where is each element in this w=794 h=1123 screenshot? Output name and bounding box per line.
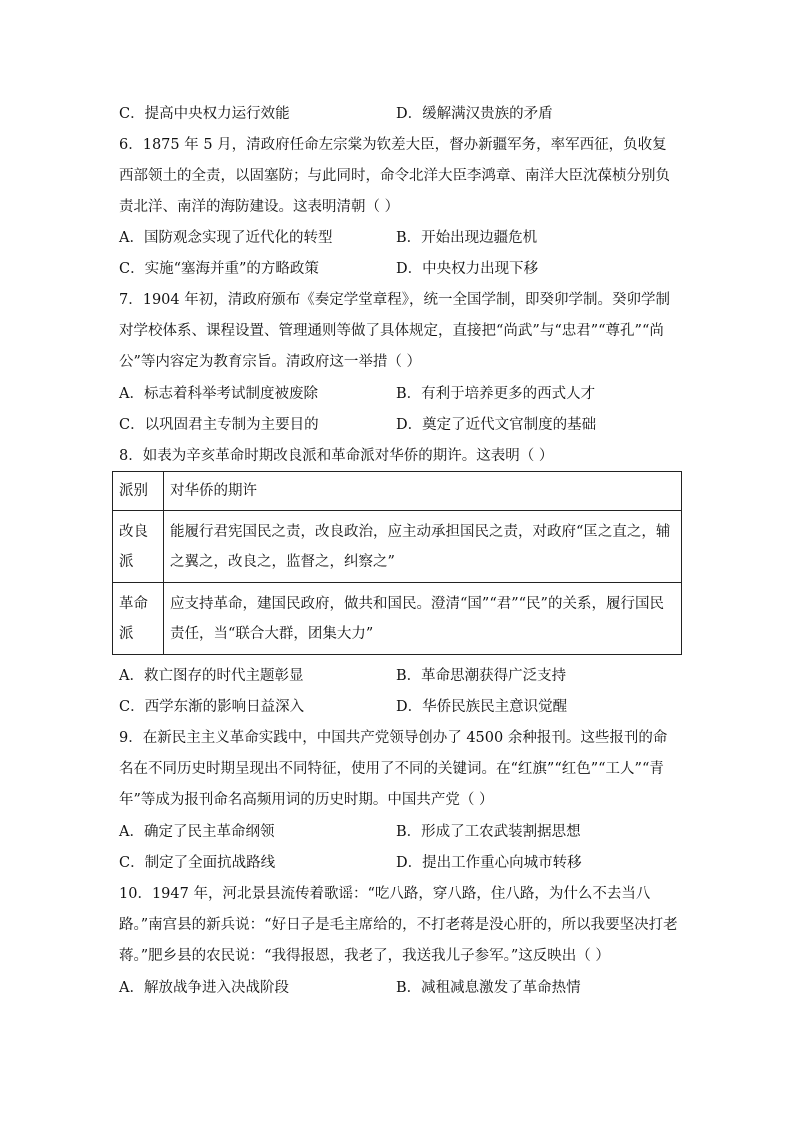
q8-option-a: A．救亡图存的时代主题彰显 bbox=[119, 668, 304, 684]
table-cell-expectation: 能履行君宪国民之责，改良政治，应主动承担国民之责，对政府“匡之直之，辅之翼之，改良之，监督之，纠察之” bbox=[164, 511, 682, 583]
q6-option-a: A．国防观念实现了近代化的转型 bbox=[119, 230, 333, 246]
q6-option-d: D．中央权力出现下移 bbox=[396, 261, 539, 277]
table-header-cell: 对华侨的期许 bbox=[164, 472, 682, 511]
q7-option-c: C．以巩固君主专制为主要目的 bbox=[119, 417, 319, 433]
table-row bbox=[113, 583, 682, 655]
q8-option-d: D．华侨民族民主意识觉醒 bbox=[396, 699, 568, 715]
q6-stem: 6．1875 年 5 月，清政府任命左宗棠为钦差大臣，督办新疆军务，率军西征，负收复西部领土的全责，以固塞防；与此同时，命令北洋大臣李鸿章、南洋大臣沈葆桢分别负责北洋、南洋的海防建设。这表明清朝（ ） bbox=[119, 137, 670, 215]
table-cell-expectation: 应支持革命，建国民政府，做共和国民。澄清“国”“君”“民”的关系，履行国民责任，当“联合大群，团集大力” bbox=[164, 583, 682, 655]
q9-stem: 9．在新民主主义革命实践中，中国共产党领导创办了 4500 余种报刊。这些报刊的命名在不同历史时期呈现出不同特征，使用了不同的关键词。在“红旗”“红色”“工人”“青年”等成为报刊命名高频用词的历史时期。中国共产党（ ） bbox=[119, 730, 668, 808]
table-cell-faction: 革命派 bbox=[113, 583, 164, 655]
q7-option-a: A．标志着科举考试制度被废除 bbox=[119, 386, 318, 402]
q8-table bbox=[112, 471, 682, 655]
table-header-cell: 派别 bbox=[113, 472, 164, 511]
q7-option-b: B．有利于培养更多的西式人才 bbox=[396, 386, 596, 402]
q7-option-d: D．奠定了近代文官制度的基础 bbox=[396, 417, 597, 433]
table-header-row bbox=[113, 472, 682, 511]
q8-option-c: C．西学东渐的影响日益深入 bbox=[119, 699, 305, 715]
q5-option-c: C．提高中央权力运行效能 bbox=[119, 106, 290, 122]
q6-option-c: C．实施“塞海并重”的方略政策 bbox=[119, 261, 319, 277]
q10-stem: 10．1947 年，河北景县流传着歌谣：“吃八路，穿八路，住八路，为什么不去当八路。”南宫县的新兵说：“好日子是毛主席给的，不打老蒋是没心肝的，所以我要坚决打老蒋。”肥乡县的农民说：“我得报恩，我老了，我送我儿子参军。”这反映出（ ） bbox=[119, 886, 678, 964]
q5-option-d: D．缓解满汉贵族的矛盾 bbox=[396, 106, 553, 122]
table-cell-faction: 改良派 bbox=[113, 511, 164, 583]
q6-option-b: B．开始出现边疆危机 bbox=[396, 230, 538, 246]
q10-option-b: B．减租减息激发了革命热情 bbox=[396, 980, 581, 996]
q9-option-d: D．提出工作重心向城市转移 bbox=[396, 855, 582, 871]
q9-option-c: C．制定了全面抗战路线 bbox=[119, 855, 276, 871]
q10-option-a: A．解放战争进入决战阶段 bbox=[119, 980, 289, 996]
q9-option-a: A．确定了民主革命纲领 bbox=[119, 824, 275, 840]
q9-option-b: B．形成了工农武装割据思想 bbox=[396, 824, 581, 840]
q8-option-b: B．革命思潮获得广泛支持 bbox=[396, 668, 567, 684]
q8-stem: 8．如表为辛亥革命时期改良派和革命派对华侨的期许。这表明（ ） bbox=[119, 448, 554, 464]
q7-stem: 7．1904 年初，清政府颁布《奏定学堂章程》，统一全国学制，即癸卯学制。癸卯学制对学校体系、课程设置、管理通则等做了具体规定，直接把“尚武”与“忠君”“尊孔”“尚公”等内容定为教育宗旨。清政府这一举措（ ） bbox=[119, 292, 670, 370]
table-row bbox=[113, 511, 682, 583]
